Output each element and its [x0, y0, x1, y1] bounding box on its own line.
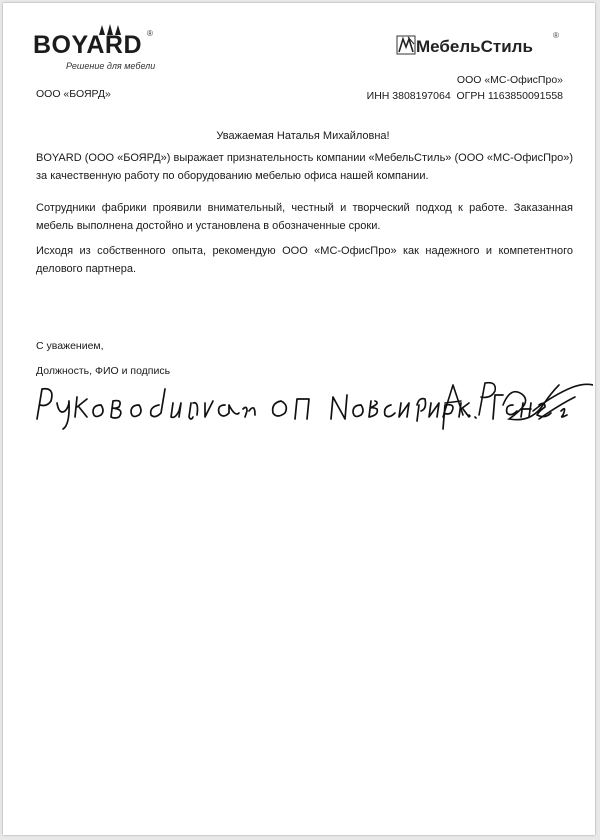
paragraph-2: Сотрудники фабрики проявили внимательный, честный и творческий подход к работе. Заказанная мебель выполнена достойно и установлена в обозначенные сроки.	[36, 202, 573, 232]
handwritten-signature	[33, 375, 593, 435]
boyard-logo	[33, 23, 183, 73]
recipient-company-block	[367, 72, 563, 104]
recipient-company-ids: ИНН 3808197064 ОГРН 1163850091558	[366, 90, 563, 102]
sender-company: ООО «БОЯРД»	[36, 88, 111, 100]
position-signature-label: Должность, ФИО и подпись	[36, 365, 171, 377]
boyard-wordmark: BOYARD	[33, 31, 143, 59]
recipient-company-name: ООО «МС-ОфисПро»	[456, 74, 563, 86]
boyard-tagline: Решение для мебели	[66, 61, 156, 71]
letter-page	[3, 3, 595, 835]
mebelstil-registered-mark: ®	[553, 31, 559, 40]
boyard-registered-mark: ®	[147, 29, 153, 38]
salutation: Уважаемая Наталья Михайловна!	[216, 130, 390, 142]
mebelstil-wordmark: МебельСтиль	[416, 37, 533, 56]
paragraph-3: Исходя из собственного опыта, рекомендую ООО «МС-ОфисПро» как надежного и компетентного делового партнера.	[36, 245, 573, 275]
mebelstil-logo	[396, 29, 576, 65]
mebelstil-emblem-icon	[396, 35, 416, 55]
regards-line: С уважением,	[36, 340, 104, 352]
paragraph-1: BOYARD (ООО «БОЯРД») выражает признательность компании «МебельСтиль» (ООО «МС-ОфисПро») за качественную работу по оборудованию мебелью офиса нашей компании.	[36, 152, 573, 182]
